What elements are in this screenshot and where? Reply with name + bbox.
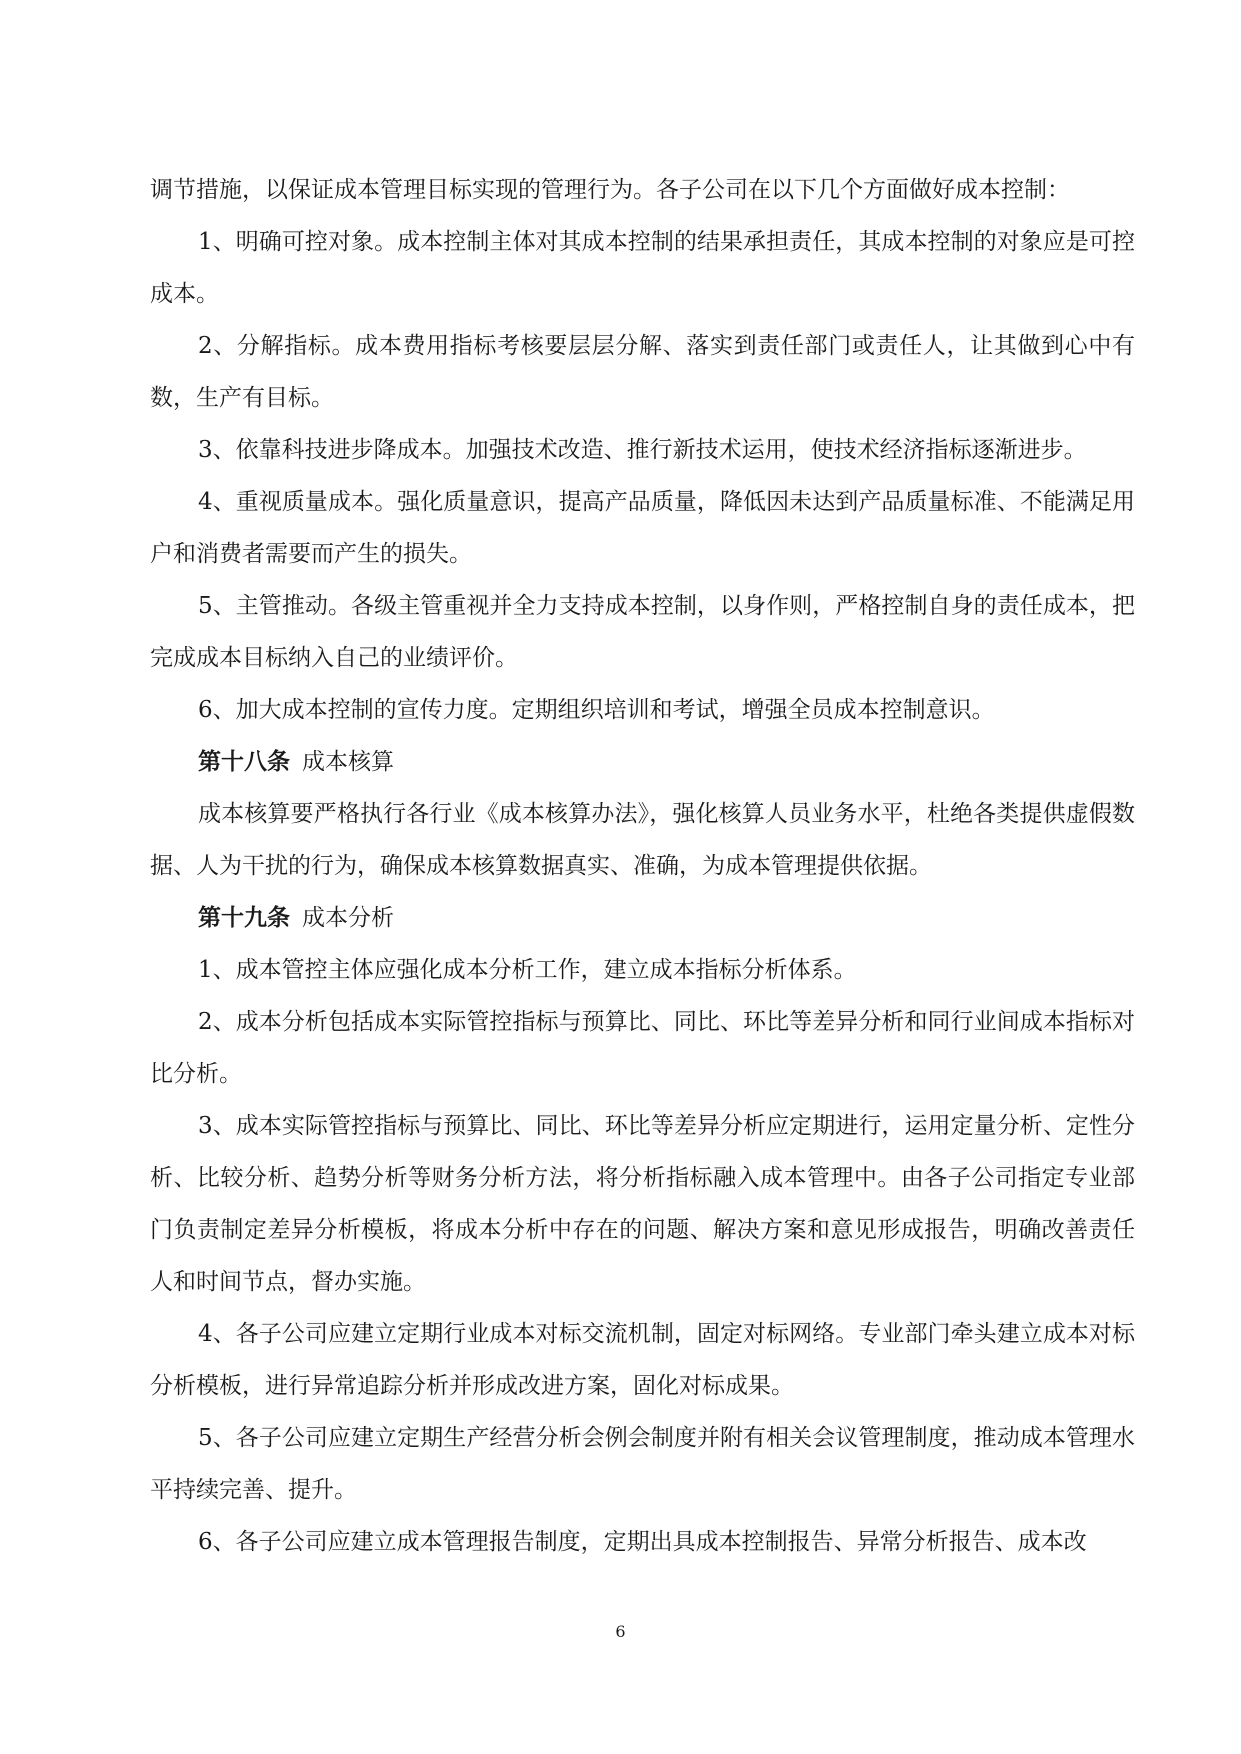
paragraph-cost-control-intro: 调节措施，以保证成本管理目标实现的管理行为。各子公司在以下几个方面做好成本控制： <box>150 177 1070 203</box>
paragraph-analysis-5: 5、各子公司应建立定期生产经营分析会例会制度并附有相关会议管理制度，推动成本管理水平持续完善、提升。 <box>150 1425 1135 1503</box>
paragraph-analysis-3: 3、成本实际管控指标与预算比、同比、环比等差异分析应定期进行，运用定量分析、定性分析、比较分析、趋势分析等财务分析方法，将分析指标融入成本管理中。由各子公司指定专业部门负责制定差异分析模板，将成本分析中存在的问题、解决方案和意见形成报告，明确改善责任人和时间节点，督办实施。 <box>150 1113 1135 1295</box>
page-number: 6 <box>615 1622 626 1641</box>
paragraph-analysis-1: 1、成本管控主体应强化成本分析工作，建立成本指标分析体系。 <box>198 957 857 983</box>
paragraph-item-1: 1、明确可控对象。成本控制主体对其成本控制的结果承担责任，其成本控制的对象应是可控成本。 <box>150 229 1135 307</box>
article-18-number: 第十八条 <box>198 748 290 775</box>
paragraph-item-6: 6、加大成本控制的宣传力度。定期组织培训和考试，增强全员成本控制意识。 <box>198 697 995 723</box>
article-19-number: 第十九条 <box>198 904 290 931</box>
article-18-title: 成本核算 <box>302 749 394 775</box>
paragraph-cost-accounting: 成本核算要严格执行各行业《成本核算办法》，强化核算人员业务水平，杜绝各类提供虚假数据、人为干扰的行为，确保成本核算数据真实、准确，为成本管理提供依据。 <box>150 801 1135 879</box>
article-18-heading <box>150 736 1135 788</box>
paragraph-item-4: 4、重视质量成本。强化质量意识，提高产品质量，降低因未达到产品质量标准、不能满足用户和消费者需要而产生的损失。 <box>150 489 1135 567</box>
paragraph-item-3: 3、依靠科技进步降成本。加强技术改造、推行新技术运用，使技术经济指标逐渐进步。 <box>198 437 1087 463</box>
paragraph-analysis-6: 6、各子公司应建立成本管理报告制度，定期出具成本控制报告、异常分析报告、成本改 <box>198 1529 1087 1555</box>
paragraph-analysis-4: 4、各子公司应建立定期行业成本对标交流机制，固定对标网络。专业部门牵头建立成本对标分析模板，进行异常追踪分析并形成改进方案，固化对标成果。 <box>150 1321 1135 1399</box>
paragraph-item-2: 2、分解指标。成本费用指标考核要层层分解、落实到责任部门或责任人，让其做到心中有数，生产有目标。 <box>150 333 1135 411</box>
paragraph-item-5: 5、主管推动。各级主管重视并全力支持成本控制，以身作则，严格控制自身的责任成本，把完成成本目标纳入自己的业绩评价。 <box>150 593 1135 671</box>
article-19-heading <box>150 892 1135 944</box>
paragraph-analysis-2: 2、成本分析包括成本实际管控指标与预算比、同比、环比等差异分析和同行业间成本指标对比分析。 <box>150 1009 1135 1087</box>
document-body <box>150 164 1135 1568</box>
article-19-title: 成本分析 <box>302 905 394 931</box>
